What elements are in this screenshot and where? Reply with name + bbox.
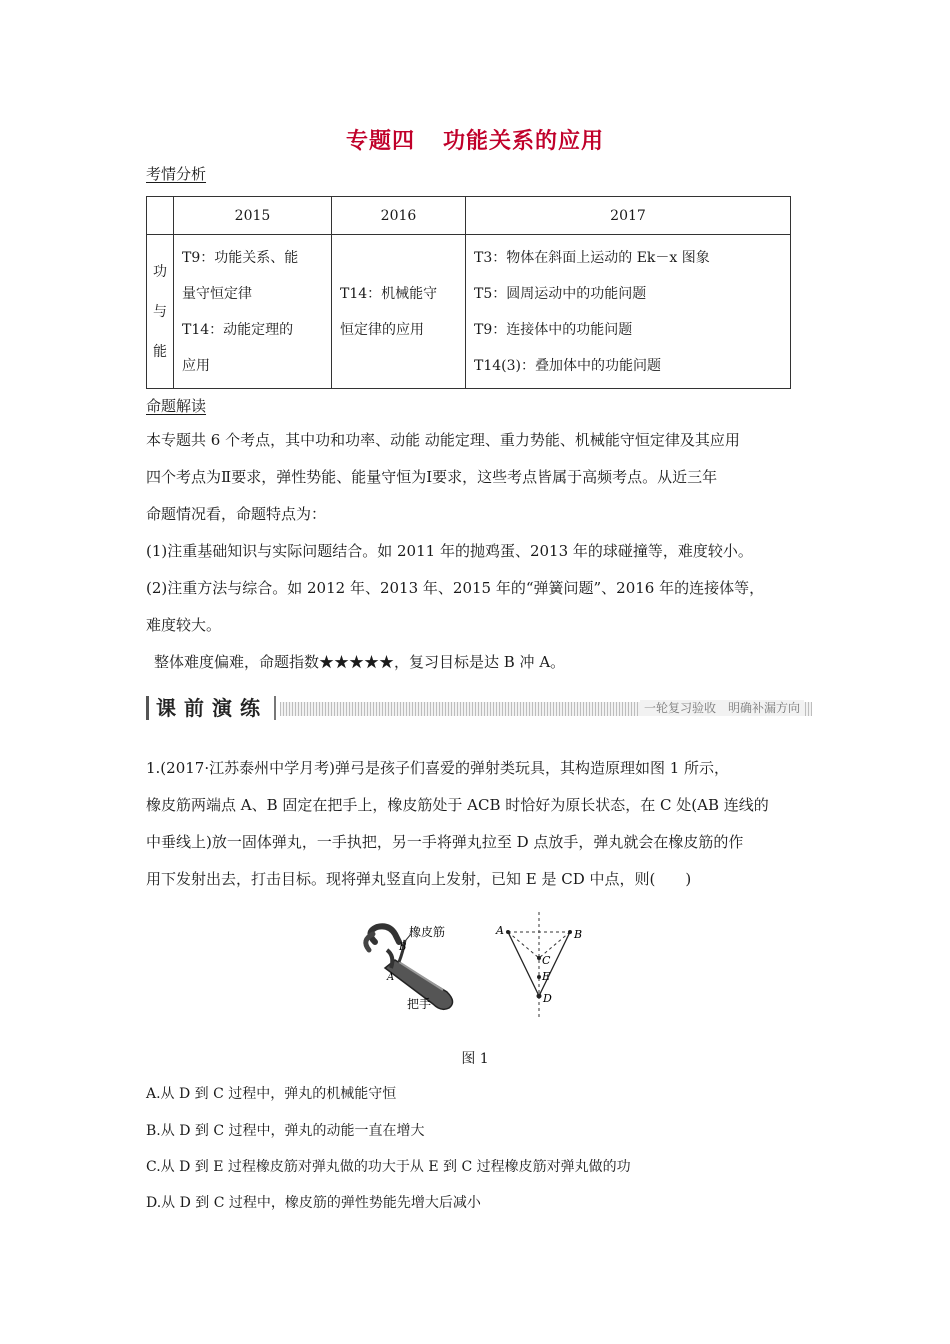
interpretation-line: 四个考点为Ⅱ要求，弹性势能、能量守恒为Ⅰ要求，这些考点皆属于高频考点。从近三年 — [146, 468, 718, 486]
banner-divider — [274, 696, 276, 720]
option-a[interactable]: A.从 D 到 C 过程中，弹丸的机械能守恒 — [146, 1086, 397, 1102]
year-2015-header: 2015 — [174, 197, 332, 235]
option-b[interactable]: B.从 D 到 C 过程中，弹丸的动能一直在增大 — [146, 1123, 425, 1139]
exam-analysis-label: 考情分析 — [146, 165, 207, 183]
title-part-1: 专题四 — [345, 129, 415, 154]
title-part-2: 功能关系的应用 — [443, 129, 605, 154]
label-C: C — [542, 954, 551, 967]
geometry-diagram — [506, 912, 572, 1018]
interpretation-point: (2)注重方法与综合。如 2012 年、2013 年、2015 年的“弹簧问题”、2016 年的连接体等， — [146, 579, 765, 597]
option-c[interactable]: C.从 D 到 E 过程橡皮筋对弹丸做的功大于从 E 到 C 过程橡皮筋对弹丸做的功 — [146, 1159, 631, 1175]
label-A: A — [496, 924, 504, 937]
interpretation-line: 命题情况看，命题特点为： — [146, 505, 327, 523]
cell-line: 恒定律的应用 — [340, 321, 424, 338]
page-title — [0, 124, 950, 155]
label-A-left: A — [387, 972, 395, 983]
interpretation-point: (1)注重基础知识与实际问题结合。如 2011 年的抛鸡蛋、2013 年的球碰撞等，难度较小。 — [146, 542, 753, 560]
question-line: 橡皮筋两端点 A、B 固定在把手上，橡皮筋处于 ACB 时恰好为原长状态，在 C 处(AB 连线的 — [146, 796, 769, 814]
cell-line: T14：动能定理的 — [182, 321, 294, 338]
question-line: 1.(2017·江苏泰州中学月考)弹弓是孩子们喜爱的弹射类玩具，其构造原理如图 1 所示， — [146, 759, 730, 777]
cell-2015 — [174, 235, 332, 389]
label-B: B — [574, 928, 583, 941]
cell-2017 — [466, 235, 791, 389]
interpretation-summary: 整体难度偏难，命题指数★★★★★，复习目标是达 B 冲 A。 — [154, 653, 566, 671]
cell-line: T5：圆周运动中的功能问题 — [474, 285, 647, 302]
year-2016-header: 2016 — [332, 197, 466, 235]
interpretation-line: 本专题共 6 个考点，其中功和功率、动能 动能定理、重力势能、机械能守恒定律及其应用 — [146, 431, 740, 449]
label-B-left: B — [399, 942, 407, 953]
slingshot-figure — [355, 912, 605, 1022]
table-row — [147, 235, 791, 389]
cell-2016 — [332, 235, 466, 389]
interpretation-point: 难度较大。 — [146, 616, 222, 634]
cell-line: 应用 — [182, 357, 210, 374]
option-d[interactable]: D.从 D 到 C 过程中，橡皮筋的弹性势能先增大后减小 — [146, 1195, 481, 1211]
cell-line: T3：物体在斜面上运动的 Ek－x 图象 — [474, 249, 710, 266]
row-label-char: 功 — [153, 263, 167, 280]
section-banner — [146, 694, 812, 722]
exam-analysis-table — [146, 196, 791, 389]
label-handle: 把手 — [407, 997, 432, 1011]
banner-tag: 一轮复习验收 明确补漏方向 — [640, 700, 804, 716]
question-stem — [146, 750, 808, 898]
figure-caption: 图 1 — [461, 1051, 489, 1067]
question-line: 中垂线上)放一固体弹丸，一手执把，另一手将弹丸拉至 D 点放手，弹丸就会在橡皮筋的作 — [146, 833, 744, 851]
interpretation-body — [146, 422, 808, 681]
question-line: 用下发射出去，打击目标。现将弹丸竖直向上发射，已知 E 是 CD 中点，则( ) — [146, 870, 692, 888]
label-E: E — [542, 970, 551, 983]
table-corner-cell — [147, 197, 174, 235]
banner-title: 课前演练 — [156, 696, 268, 720]
row-label-cell — [147, 235, 174, 389]
table-header-row — [147, 197, 791, 235]
year-2017-header: 2017 — [466, 197, 791, 235]
row-label-char: 与 — [153, 303, 167, 320]
banner-bar — [146, 696, 149, 720]
cell-line: T9：功能关系、能 — [182, 249, 299, 266]
row-label-char: 能 — [153, 343, 167, 360]
interpretation-label: 命题解读 — [146, 397, 207, 415]
cell-line: T14：机械能守 — [340, 285, 438, 302]
cell-line: 量守恒定律 — [182, 285, 252, 302]
label-rubber: 橡皮筋 — [409, 925, 446, 939]
label-D: D — [543, 992, 552, 1005]
cell-line: T14(3)：叠加体中的功能问题 — [474, 357, 661, 374]
cell-line: T9：连接体中的功能问题 — [474, 321, 633, 338]
